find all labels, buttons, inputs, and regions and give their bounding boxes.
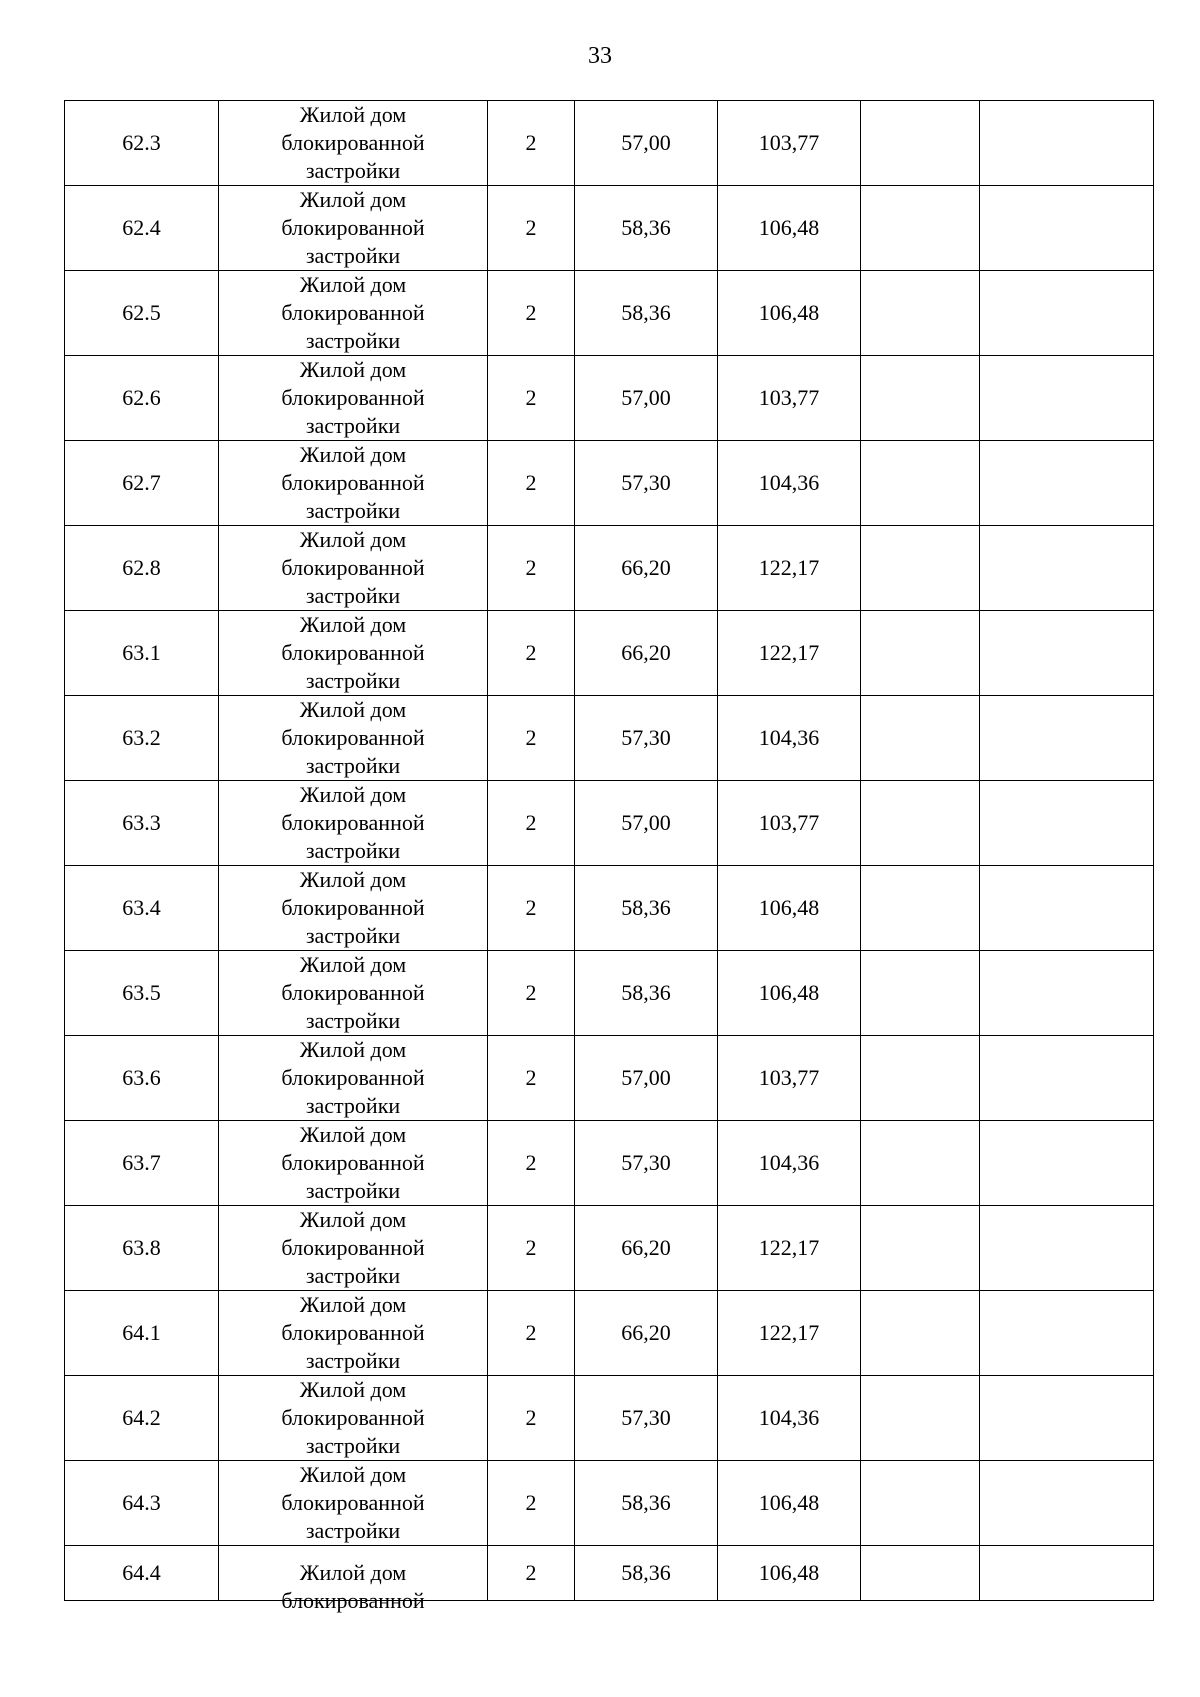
floors-cell	[488, 781, 575, 866]
description-line: Жилой дом	[299, 867, 407, 892]
item-number-value: 63.4	[122, 895, 161, 920]
total-area-cell	[718, 866, 861, 951]
empty-cell-7	[980, 696, 1154, 781]
description-line: Жилой дом	[299, 1037, 407, 1062]
empty-cell-6	[861, 1036, 980, 1121]
description-line: застройки	[305, 1008, 401, 1033]
description-line: Жилой дом	[299, 357, 407, 382]
page-number: 33	[588, 43, 612, 69]
area-value: 57,30	[621, 470, 671, 495]
total-area-cell	[718, 186, 861, 271]
description-line: блокированной	[281, 1150, 425, 1175]
table-body	[65, 101, 1154, 1613]
description-line: застройки	[305, 413, 401, 438]
floors-value: 2	[525, 1150, 537, 1175]
total-area-cell	[718, 101, 861, 186]
area-cell	[575, 1461, 718, 1546]
floors-cell	[488, 1291, 575, 1376]
description-line: застройки	[305, 1518, 401, 1543]
description-line: застройки	[305, 583, 401, 608]
item-number-value: 64.1	[122, 1320, 161, 1345]
area-cell	[575, 1121, 718, 1206]
total-area-value: 106,48	[758, 1490, 820, 1515]
total-area-value: 122,17	[758, 640, 820, 665]
description-cell	[219, 356, 488, 441]
total-area-cell	[718, 356, 861, 441]
item-number-cell	[65, 441, 219, 526]
description-cell	[219, 1546, 488, 1613]
description-line: Жилой дом	[299, 1462, 407, 1487]
area-cell	[575, 781, 718, 866]
area-value: 66,20	[621, 555, 671, 580]
item-number-value: 62.7	[122, 470, 161, 495]
item-number-value: 63.1	[122, 640, 161, 665]
area-cell	[575, 1376, 718, 1461]
description-cell	[219, 526, 488, 611]
description-line: Жилой дом	[299, 612, 407, 637]
description-cell	[219, 1291, 488, 1376]
item-number-value: 62.3	[122, 130, 161, 155]
empty-cell-6	[861, 526, 980, 611]
description-line: застройки	[305, 1263, 401, 1288]
item-number-value: 64.4	[122, 1560, 161, 1585]
description-line: блокированной	[281, 980, 425, 1005]
item-number-cell	[65, 526, 219, 611]
building-table	[64, 100, 1154, 1613]
description-cell	[219, 951, 488, 1036]
area-value: 57,00	[621, 130, 671, 155]
description-line: застройки	[305, 838, 401, 863]
area-value: 57,30	[621, 1150, 671, 1175]
empty-cell-7	[980, 611, 1154, 696]
total-area-value: 122,17	[758, 555, 820, 580]
area-cell	[575, 101, 718, 186]
description-line: застройки	[305, 243, 401, 268]
floors-cell	[488, 271, 575, 356]
table-row	[65, 441, 1154, 526]
description-line: Жилой дом	[299, 782, 407, 807]
description-line: застройки	[305, 1093, 401, 1118]
empty-cell-6	[861, 951, 980, 1036]
area-value: 58,36	[621, 300, 671, 325]
table-row	[65, 101, 1154, 186]
total-area-cell	[718, 271, 861, 356]
description-line: Жилой дом	[299, 1122, 407, 1147]
item-number-cell	[65, 186, 219, 271]
empty-cell-7	[980, 271, 1154, 356]
total-area-cell	[718, 526, 861, 611]
total-area-cell	[718, 1206, 861, 1291]
description-cell	[219, 101, 488, 186]
description-line: Жилой дом	[299, 527, 407, 552]
description-line: Жилой дом	[299, 697, 407, 722]
description-line: Жилой дом	[299, 1292, 407, 1317]
area-cell	[575, 186, 718, 271]
area-value: 66,20	[621, 1320, 671, 1345]
total-area-cell	[718, 1036, 861, 1121]
area-cell	[575, 611, 718, 696]
floors-value: 2	[525, 215, 537, 240]
table-row	[65, 611, 1154, 696]
floors-value: 2	[525, 980, 537, 1005]
floors-cell	[488, 441, 575, 526]
description-line: застройки	[305, 498, 401, 523]
empty-cell-6	[861, 101, 980, 186]
empty-cell-6	[861, 1376, 980, 1461]
item-number-cell	[65, 1291, 219, 1376]
empty-cell-6	[861, 1546, 980, 1601]
table-row	[65, 951, 1154, 1036]
area-cell	[575, 696, 718, 781]
item-number-cell	[65, 1121, 219, 1206]
floors-cell	[488, 1376, 575, 1461]
item-number-value: 62.6	[122, 385, 161, 410]
floors-cell	[488, 1206, 575, 1291]
table-row	[65, 781, 1154, 866]
description-line: Жилой дом	[299, 952, 407, 977]
total-area-cell	[718, 951, 861, 1036]
floors-cell	[488, 1461, 575, 1546]
total-area-value: 103,77	[758, 1065, 820, 1090]
description-line: застройки	[305, 1348, 401, 1373]
empty-cell-6	[861, 1461, 980, 1546]
floors-value: 2	[525, 1405, 537, 1430]
floors-value: 2	[525, 1560, 537, 1585]
empty-cell-7	[980, 526, 1154, 611]
total-area-value: 104,36	[758, 1405, 820, 1430]
floors-cell	[488, 101, 575, 186]
area-cell	[575, 526, 718, 611]
item-number-cell	[65, 1206, 219, 1291]
table-row	[65, 1376, 1154, 1461]
total-area-value: 106,48	[758, 1560, 820, 1585]
floors-value: 2	[525, 1320, 537, 1345]
floors-cell	[488, 1036, 575, 1121]
item-number-cell	[65, 951, 219, 1036]
total-area-cell	[718, 696, 861, 781]
empty-cell-6	[861, 186, 980, 271]
table-row	[65, 696, 1154, 781]
table-row	[65, 271, 1154, 356]
item-number-value: 64.3	[122, 1490, 161, 1515]
item-number-value: 62.8	[122, 555, 161, 580]
empty-cell-6	[861, 356, 980, 441]
item-number-cell	[65, 1461, 219, 1546]
table-row	[65, 1546, 1154, 1601]
area-value: 58,36	[621, 1560, 671, 1585]
item-number-value: 63.2	[122, 725, 161, 750]
area-value: 57,00	[621, 385, 671, 410]
description-line: блокированной	[281, 1320, 425, 1345]
description-line: блокированной	[281, 640, 425, 665]
description-cell	[219, 866, 488, 951]
empty-cell-6	[861, 271, 980, 356]
empty-cell-7	[980, 1291, 1154, 1376]
table-row	[65, 1291, 1154, 1376]
description-line: блокированной	[281, 1065, 425, 1090]
item-number-value: 63.8	[122, 1235, 161, 1260]
description-line: блокированной	[281, 300, 425, 325]
description-line: блокированной	[281, 1588, 425, 1613]
floors-value: 2	[525, 895, 537, 920]
floors-cell	[488, 611, 575, 696]
total-area-cell	[718, 1461, 861, 1546]
empty-cell-7	[980, 101, 1154, 186]
floors-value: 2	[525, 130, 537, 155]
empty-cell-6	[861, 781, 980, 866]
total-area-value: 103,77	[758, 810, 820, 835]
description-line: Жилой дом	[299, 187, 407, 212]
description-line: блокированной	[281, 470, 425, 495]
total-area-value: 104,36	[758, 1150, 820, 1175]
total-area-cell	[718, 1546, 861, 1601]
description-line: блокированной	[281, 1490, 425, 1515]
item-number-cell	[65, 101, 219, 186]
floors-cell	[488, 526, 575, 611]
description-line: застройки	[305, 668, 401, 693]
area-cell	[575, 1206, 718, 1291]
empty-cell-7	[980, 1036, 1154, 1121]
total-area-value: 103,77	[758, 130, 820, 155]
item-number-cell	[65, 271, 219, 356]
total-area-value: 106,48	[758, 895, 820, 920]
floors-value: 2	[525, 385, 537, 410]
item-number-cell	[65, 781, 219, 866]
floors-value: 2	[525, 1235, 537, 1260]
description-cell	[219, 696, 488, 781]
description-cell	[219, 186, 488, 271]
floors-cell	[488, 356, 575, 441]
floors-value: 2	[525, 470, 537, 495]
item-number-value: 63.5	[122, 980, 161, 1005]
area-value: 57,00	[621, 810, 671, 835]
empty-cell-6	[861, 1291, 980, 1376]
item-number-cell	[65, 696, 219, 781]
area-cell	[575, 866, 718, 951]
description-line: блокированной	[281, 725, 425, 750]
empty-cell-7	[980, 1546, 1154, 1601]
table-row	[65, 1121, 1154, 1206]
empty-cell-7	[980, 951, 1154, 1036]
empty-cell-7	[980, 1206, 1154, 1291]
empty-cell-6	[861, 696, 980, 781]
area-cell	[575, 356, 718, 441]
table-row	[65, 526, 1154, 611]
total-area-cell	[718, 1376, 861, 1461]
area-value: 57,00	[621, 1065, 671, 1090]
floors-cell	[488, 951, 575, 1036]
table-row	[65, 186, 1154, 271]
description-line: застройки	[305, 923, 401, 948]
floors-cell	[488, 1546, 575, 1601]
area-cell	[575, 1036, 718, 1121]
area-value: 57,30	[621, 1405, 671, 1430]
floors-cell	[488, 186, 575, 271]
empty-cell-7	[980, 1121, 1154, 1206]
description-cell	[219, 441, 488, 526]
total-area-value: 104,36	[758, 725, 820, 750]
total-area-cell	[718, 611, 861, 696]
area-cell	[575, 1546, 718, 1601]
item-number-cell	[65, 356, 219, 441]
floors-value: 2	[525, 725, 537, 750]
empty-cell-6	[861, 441, 980, 526]
description-line: блокированной	[281, 385, 425, 410]
total-area-value: 122,17	[758, 1320, 820, 1345]
description-line: Жилой дом	[299, 1377, 407, 1402]
area-value: 58,36	[621, 1490, 671, 1515]
total-area-cell	[718, 781, 861, 866]
item-number-value: 62.5	[122, 300, 161, 325]
description-line: застройки	[305, 1178, 401, 1203]
area-cell	[575, 951, 718, 1036]
table-row	[65, 866, 1154, 951]
description-line: Жилой дом	[299, 442, 407, 467]
description-line: Жилой дом	[299, 272, 407, 297]
area-value: 58,36	[621, 215, 671, 240]
item-number-cell	[65, 1376, 219, 1461]
area-value: 66,20	[621, 640, 671, 665]
total-area-value: 106,48	[758, 215, 820, 240]
table-row	[65, 1461, 1154, 1546]
item-number-value: 63.3	[122, 810, 161, 835]
floors-value: 2	[525, 810, 537, 835]
total-area-cell	[718, 1291, 861, 1376]
empty-cell-6	[861, 866, 980, 951]
description-line: застройки	[305, 328, 401, 353]
total-area-cell	[718, 441, 861, 526]
description-cell	[219, 1036, 488, 1121]
description-line: блокированной	[281, 1405, 425, 1430]
item-number-value: 62.4	[122, 215, 161, 240]
empty-cell-7	[980, 186, 1154, 271]
description-cell	[219, 1206, 488, 1291]
table-row	[65, 1206, 1154, 1291]
item-number-cell	[65, 611, 219, 696]
table-row	[65, 356, 1154, 441]
empty-cell-7	[980, 866, 1154, 951]
description-cell	[219, 1376, 488, 1461]
empty-cell-6	[861, 1206, 980, 1291]
area-cell	[575, 271, 718, 356]
description-line: застройки	[305, 753, 401, 778]
area-cell	[575, 1291, 718, 1376]
description-line: блокированной	[281, 215, 425, 240]
description-cell	[219, 1461, 488, 1546]
description-line: блокированной	[281, 895, 425, 920]
floors-value: 2	[525, 555, 537, 580]
floors-cell	[488, 866, 575, 951]
floors-value: 2	[525, 1065, 537, 1090]
item-number-cell	[65, 1036, 219, 1121]
description-line: застройки	[305, 1433, 401, 1458]
area-value: 57,30	[621, 725, 671, 750]
description-cell	[219, 611, 488, 696]
table-row	[65, 1036, 1154, 1121]
floors-value: 2	[525, 300, 537, 325]
total-area-value: 104,36	[758, 470, 820, 495]
description-cell	[219, 271, 488, 356]
total-area-value: 106,48	[758, 980, 820, 1005]
item-number-cell	[65, 866, 219, 951]
description-line: блокированной	[281, 810, 425, 835]
description-line: Жилой дом	[299, 1207, 407, 1232]
description-line: Жилой дом	[299, 102, 407, 127]
empty-cell-7	[980, 356, 1154, 441]
item-number-value: 63.6	[122, 1065, 161, 1090]
empty-cell-7	[980, 781, 1154, 866]
total-area-value: 122,17	[758, 1235, 820, 1260]
floors-value: 2	[525, 1490, 537, 1515]
empty-cell-7	[980, 1376, 1154, 1461]
floors-value: 2	[525, 640, 537, 665]
total-area-value: 103,77	[758, 385, 820, 410]
total-area-cell	[718, 1121, 861, 1206]
floors-cell	[488, 1121, 575, 1206]
empty-cell-6	[861, 611, 980, 696]
description-cell	[219, 1121, 488, 1206]
empty-cell-7	[980, 441, 1154, 526]
area-value: 66,20	[621, 1235, 671, 1260]
area-value: 58,36	[621, 980, 671, 1005]
area-cell	[575, 441, 718, 526]
item-number-value: 63.7	[122, 1150, 161, 1175]
description-line: блокированной	[281, 555, 425, 580]
description-line: застройки	[305, 158, 401, 183]
description-cell	[219, 781, 488, 866]
description-line: блокированной	[281, 130, 425, 155]
item-number-value: 64.2	[122, 1405, 161, 1430]
total-area-value: 106,48	[758, 300, 820, 325]
description-line: Жилой дом	[299, 1560, 407, 1585]
empty-cell-6	[861, 1121, 980, 1206]
item-number-cell	[65, 1546, 219, 1601]
area-value: 58,36	[621, 895, 671, 920]
empty-cell-7	[980, 1461, 1154, 1546]
floors-cell	[488, 696, 575, 781]
description-line: блокированной	[281, 1235, 425, 1260]
